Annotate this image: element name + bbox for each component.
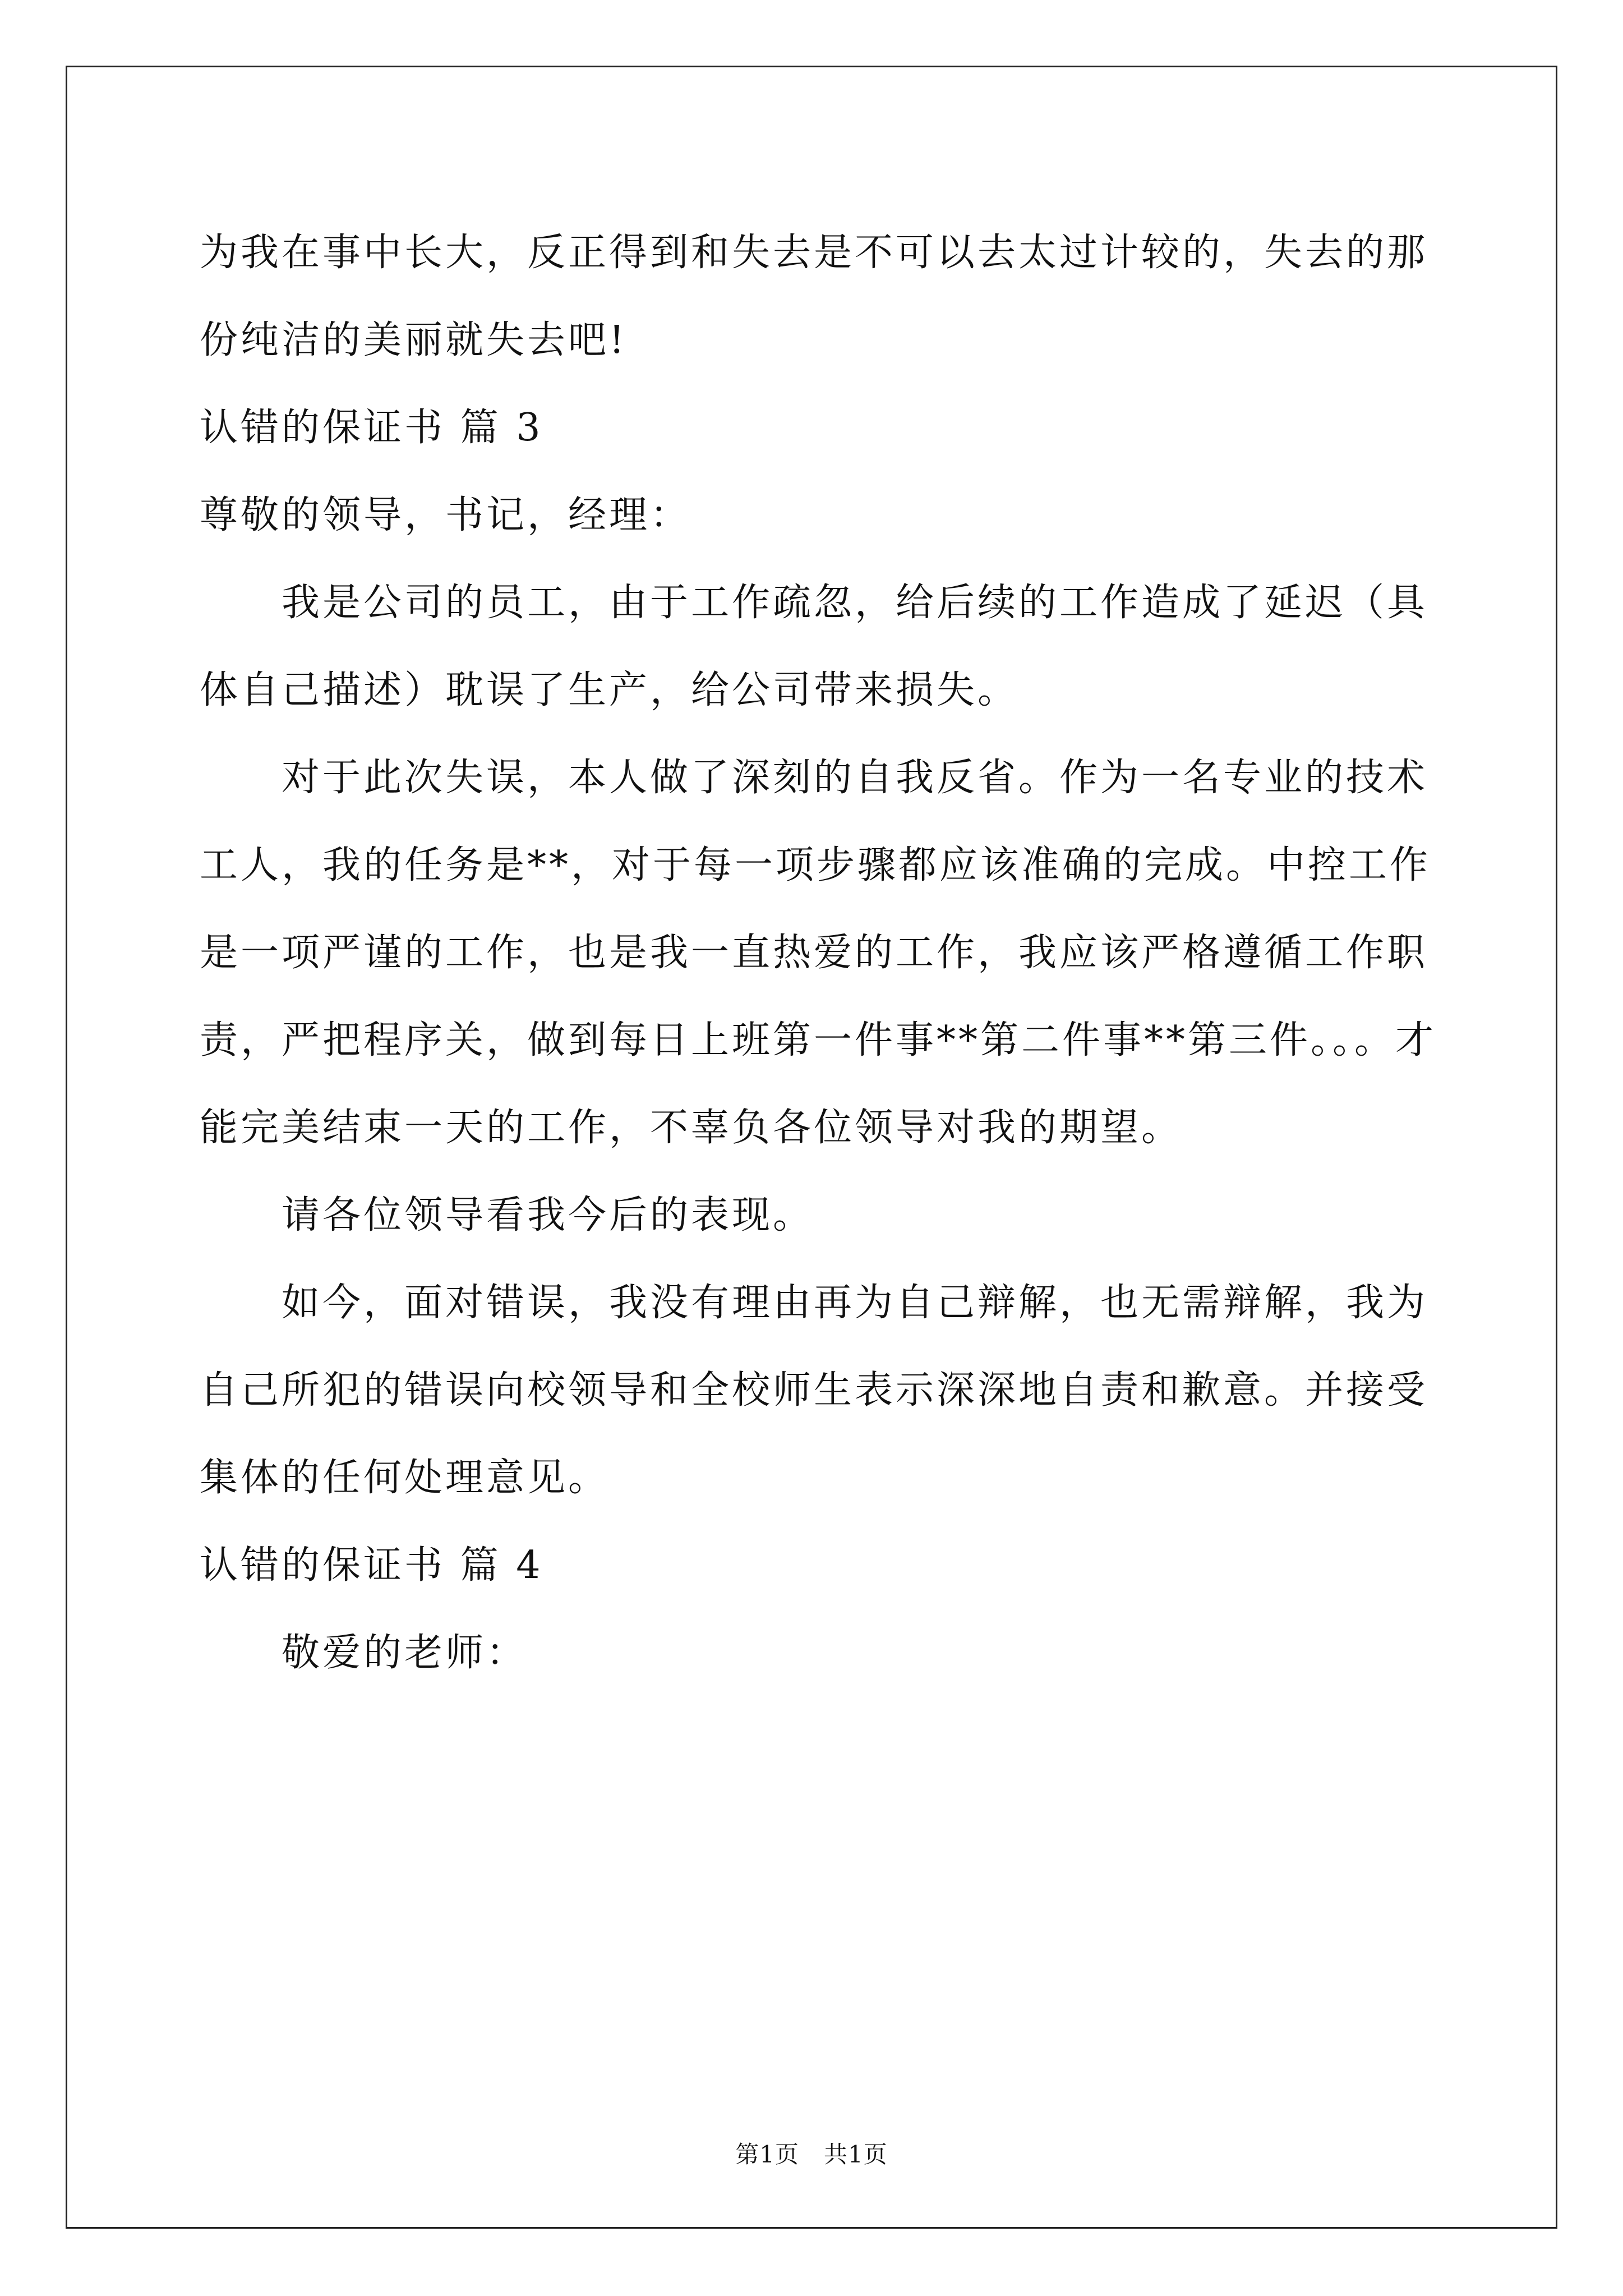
text-line: 为我在事中长大，反正得到和失去是不可以去太过计较的，失去的那 [200, 231, 1428, 275]
paragraph-start: 如今，面对错误，我没有理由再为自己辩解，也无需辩解，我为 [282, 1281, 1428, 1325]
paragraph-start: 请各位领导看我今后的表现。 [282, 1193, 814, 1237]
page-number: 第1页 [735, 2141, 799, 2168]
page-total: 共1页 [824, 2141, 888, 2168]
salutation: 尊敬的领导，书记，经理： [200, 493, 691, 537]
document-body [200, 209, 1437, 1697]
page-footer [0, 2136, 1623, 2170]
salutation: 敬爱的老师： [282, 1631, 528, 1675]
text-line: 集体的任何处理意见。 [200, 1456, 610, 1500]
section-heading: 认错的保证书 篇 4 [200, 1543, 543, 1588]
text-line: 体自己描述）耽误了生产，给公司带来损失。 [200, 668, 1019, 712]
text-line: 能完美结束一天的工作，不辜负各位领导对我的期望。 [200, 1106, 1183, 1150]
section-heading: 认错的保证书 篇 3 [200, 406, 543, 450]
text-line: 责，严把程序关，做到每日上班第一件事**第二件事**第三件。。。才 [200, 1018, 1437, 1062]
text-line: 自己所犯的错误向校领导和全校师生表示深深地自责和歉意。并接受 [200, 1368, 1428, 1412]
paragraph-start: 我是公司的员工，由于工作疏忽，给后续的工作造成了延迟（具 [282, 581, 1428, 625]
paragraph-start: 对于此次失误，本人做了深刻的自我反省。作为一名专业的技术 [282, 756, 1428, 800]
text-line: 是一项严谨的工作，也是我一直热爱的工作，我应该严格遵循工作职 [200, 931, 1428, 975]
text-line: 份纯洁的美丽就失去吧! [200, 318, 628, 362]
text-line: 工人，我的任务是**，对于每一项步骤都应该准确的完成。中控工作 [200, 843, 1431, 887]
